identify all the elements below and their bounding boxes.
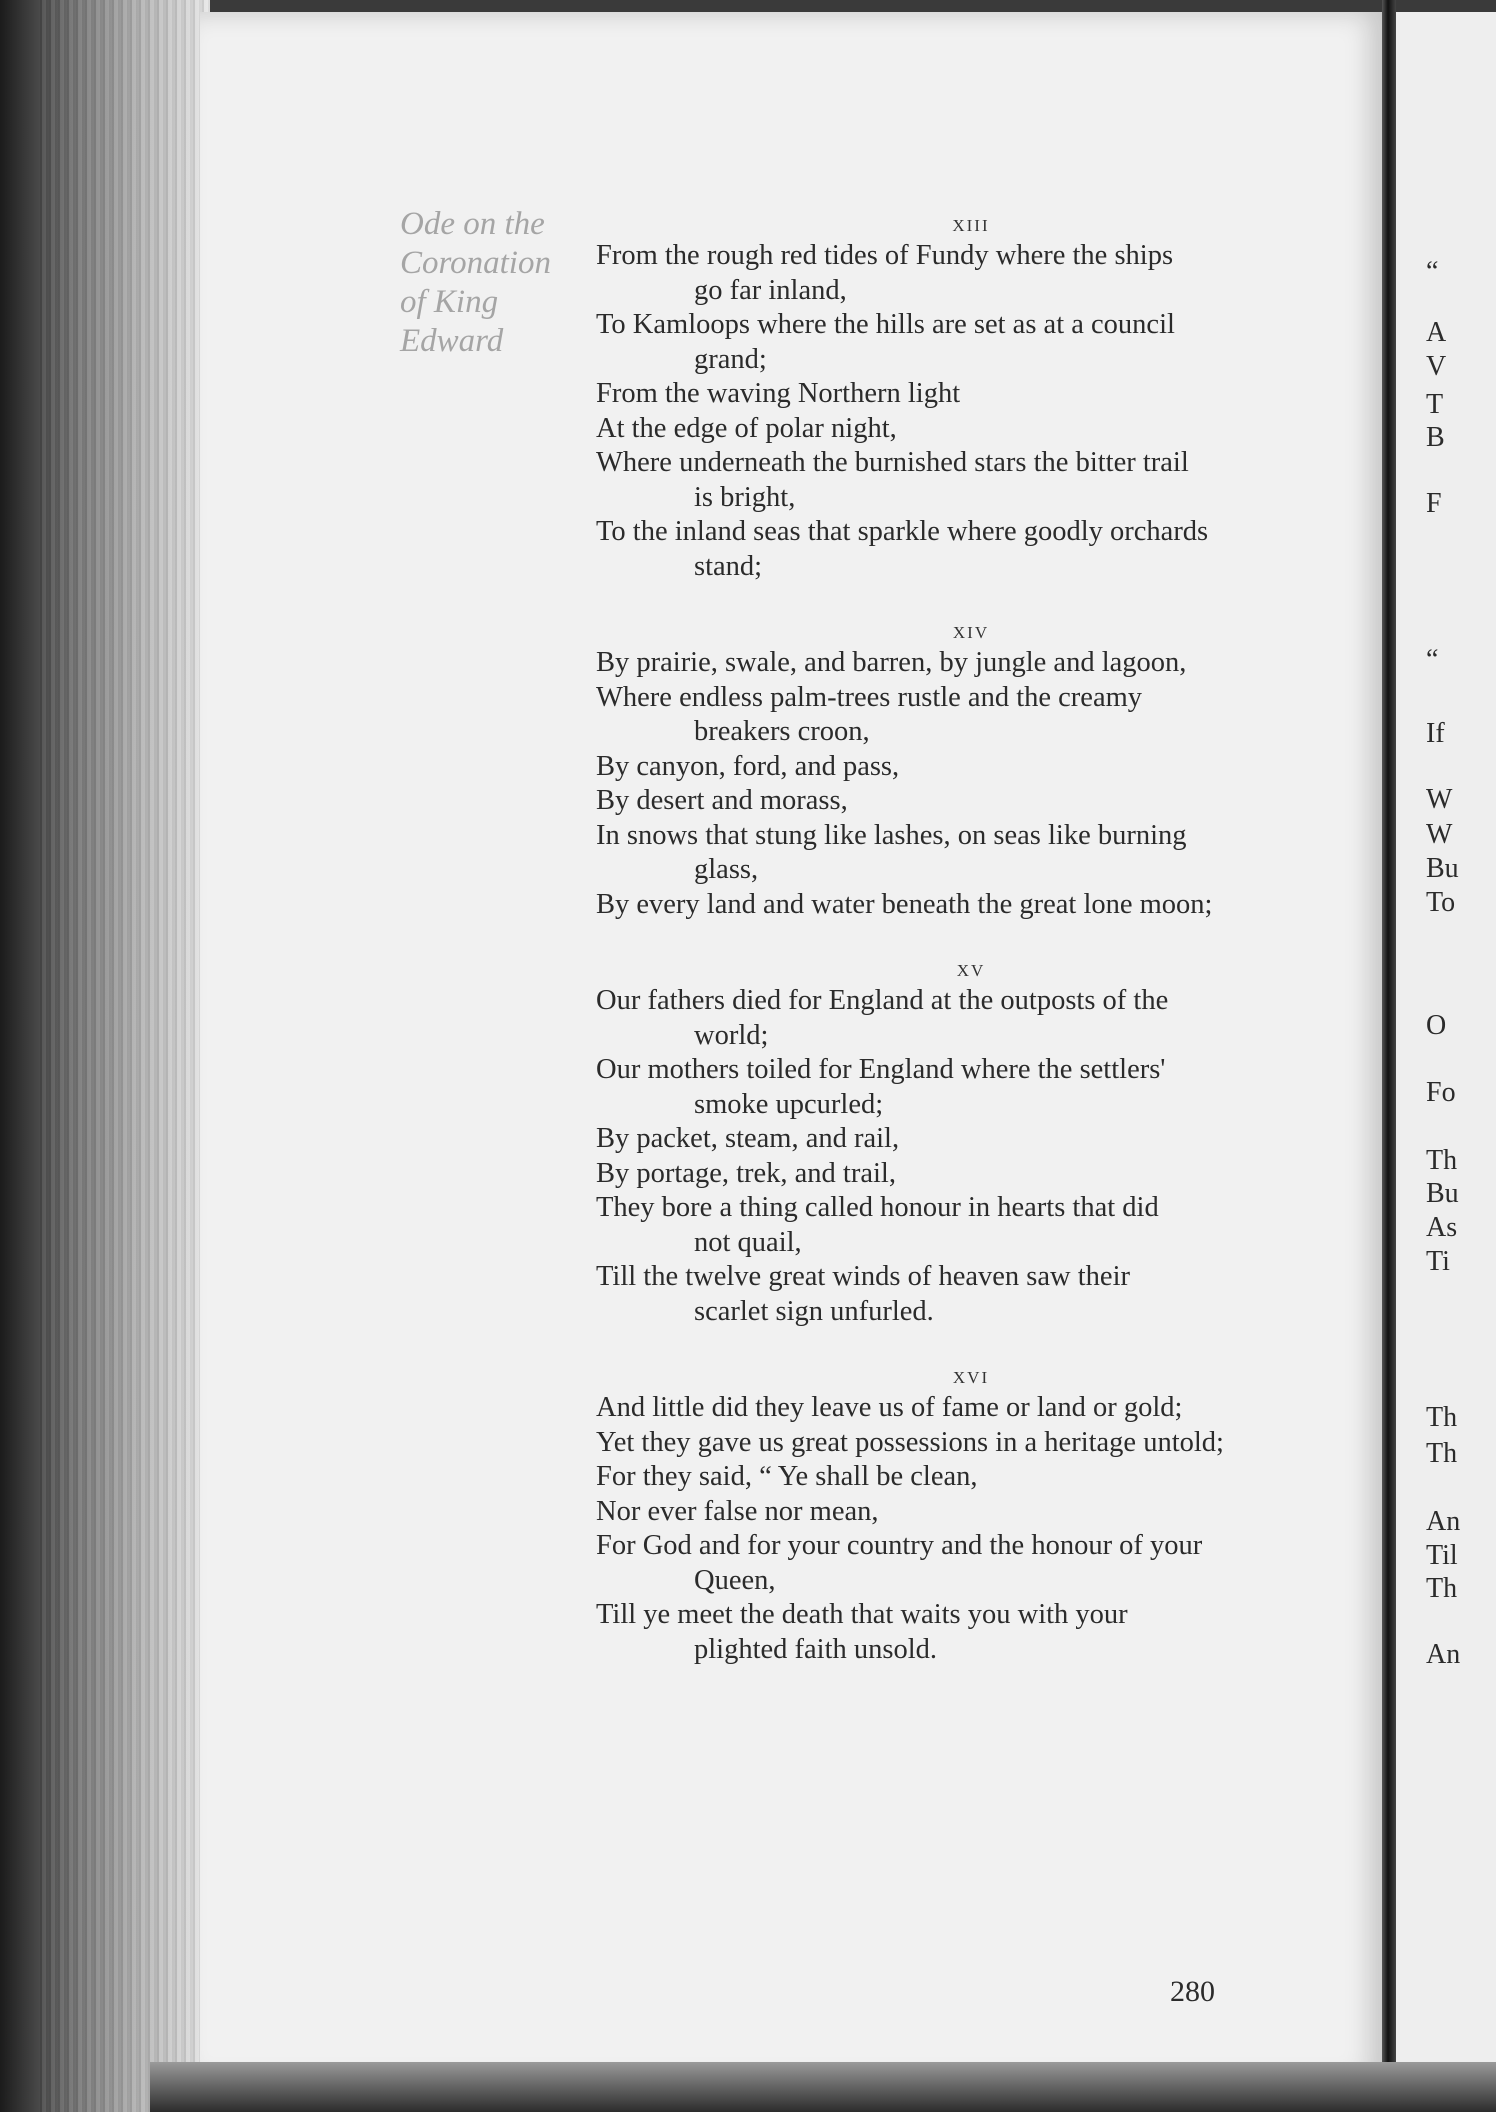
right-page-fragment: O [1426,1009,1447,1041]
poem-line: plighted faith unsold. [694,1633,938,1665]
poem-line: They bore a thing called honour in hearts that did [596,1192,1159,1223]
poem-line: For they said, “ Ye shall be clean, [596,1461,978,1492]
poem-line: world; [694,1019,769,1051]
right-page-text-fragments [1426,0,1496,2112]
right-page-fragment: An [1426,1505,1461,1537]
right-page-fragment: W [1426,783,1453,815]
right-page-fragment: As [1426,1212,1458,1244]
right-page-fragment: Bu [1426,853,1459,885]
right-page-fragment: Th [1426,1144,1458,1176]
sidenote-line: of King [400,284,499,320]
poem-line: To Kamloops where the hills are set as at a council [596,309,1175,340]
poem-line: Yet they gave us great possessions in a heritage untold; [596,1426,1224,1458]
right-page-fragment: “ [1426,644,1439,676]
right-page-fragment: Ti [1426,1246,1450,1278]
right-page-fragment: If [1426,718,1445,750]
sidenote-line: Coronation [400,245,551,281]
poem-line: scarlet sign unfurled. [694,1295,934,1327]
right-page-fragment: W [1426,819,1453,851]
stanza-numeral: XIV [952,623,990,642]
poem-line: Till the twelve great winds of heaven saw their [596,1261,1130,1292]
right-page-fragment: A [1426,316,1447,348]
poem-line: stand; [694,550,763,582]
poem-line: From the rough red tides of Fundy where the ships [596,240,1174,271]
poem-line: not quail, [694,1226,802,1258]
running-sidenote [400,205,580,361]
poem-line: For God and for your country and the honour of your [596,1530,1203,1561]
page-edge-texture [40,0,210,2112]
poem-line: Nor ever false nor mean, [596,1495,879,1527]
right-page-fragment: Th [1426,1402,1458,1434]
poem-line: And little did they leave us of fame or land or gold; [596,1392,1183,1423]
poem-line: smoke upcurled; [694,1088,884,1120]
sidenote-line: Edward [400,323,504,359]
stanza [596,1367,1316,1667]
right-page-fragment: An [1426,1638,1461,1670]
poem-line: Our mothers toiled for England where the settlers' [596,1054,1166,1085]
stanza-numeral: XVI [952,1368,990,1387]
poem-line: From the waving Northern light [596,378,961,409]
poem-body [596,215,1316,1705]
poem-line: By portage, trek, and trail, [596,1157,896,1189]
poem-line: Our fathers died for England at the outposts of the [596,985,1169,1016]
right-page-fragment: T [1426,388,1444,420]
stanza-numeral: XV [956,961,986,980]
poem-line: By desert and morass, [596,785,848,816]
right-page-fragment: To [1426,887,1456,919]
poem-line: Where underneath the burnished stars the bitter trail [596,447,1189,478]
stanza [596,960,1316,1329]
right-page-fragment: “ [1426,255,1439,287]
poem-line: Till ye meet the death that waits you with your [596,1599,1128,1630]
stanza [596,215,1316,584]
poem-line: By every land and water beneath the great lone moon; [596,888,1213,920]
poem-line: In snows that stung like lashes, on seas like burning [596,819,1187,851]
bottom-shadow [150,2062,1496,2112]
right-page-fragment: Th [1426,1573,1458,1605]
stanza [596,622,1316,922]
poem-line: At the edge of polar night, [596,412,897,444]
book-page-edges [0,0,210,2112]
poem-line: grand; [694,343,767,375]
poem-line: breakers croon, [694,716,870,747]
poem-line: By canyon, ford, and pass, [596,750,900,782]
poem-line: go far inland, [694,274,847,306]
poem-line: Where endless palm-trees rustle and the creamy [596,681,1143,713]
right-page-fragment: F [1426,487,1442,519]
stanza-numeral: XIII [952,216,990,235]
poem-line: glass, [694,854,759,885]
sidenote-line: Ode on the [400,206,545,242]
poem-line: By prairie, swale, and barren, by jungle and lagoon, [596,647,1187,678]
poem-line: To the inland seas that sparkle where goodly orchards [596,516,1209,547]
page-number: 280 [1170,1975,1215,2008]
right-page-fragment: V [1426,350,1447,382]
right-page-fragment: B [1426,422,1445,454]
poem-line: Queen, [694,1564,776,1596]
poem-line: By packet, steam, and rail, [596,1123,900,1154]
poem-line: is bright, [694,481,796,513]
right-page-fragment: Bu [1426,1178,1459,1210]
right-page-fragment: Th [1426,1438,1458,1470]
right-page-fragment: Fo [1426,1077,1456,1109]
right-page-fragment: Til [1426,1539,1458,1571]
book-gutter [1382,0,1396,2112]
